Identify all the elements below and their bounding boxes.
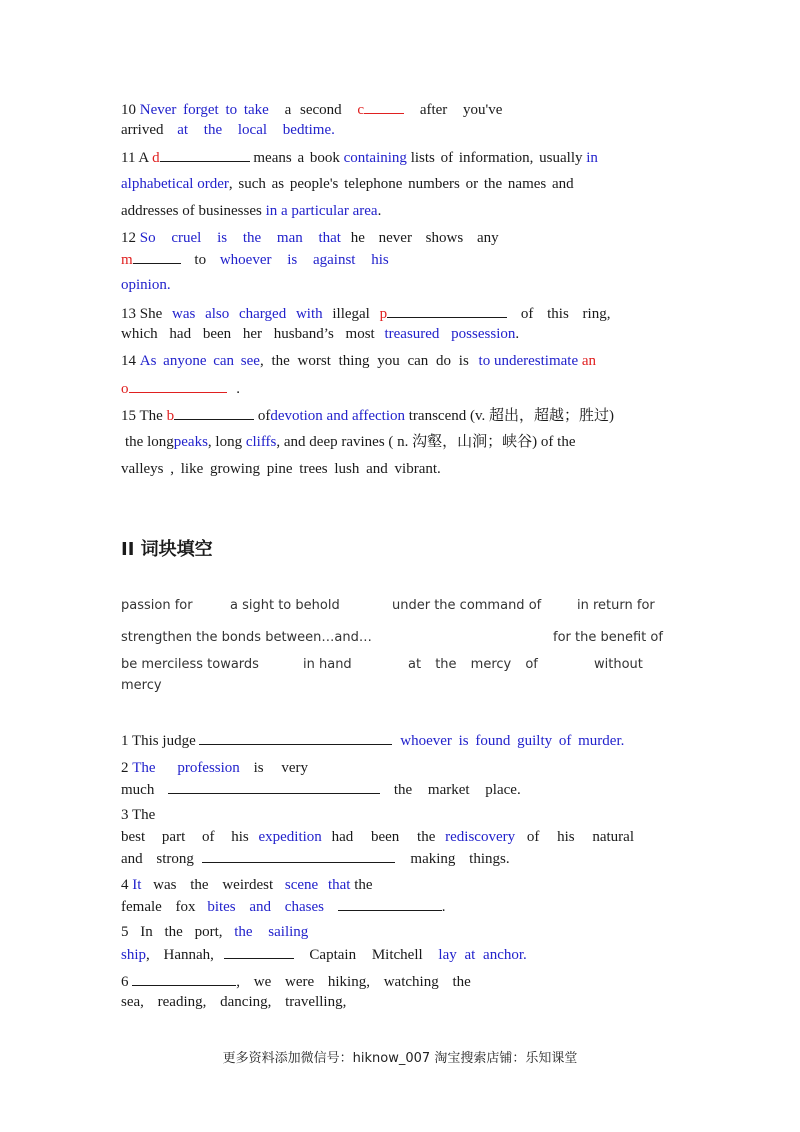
blank[interactable]: [133, 249, 181, 264]
phrase: at the mercy of: [408, 657, 538, 672]
phrase: be merciless towards: [121, 657, 259, 672]
phrase: a sight to behold: [230, 598, 340, 613]
question-12-line3: opinion.: [121, 277, 171, 293]
question-b4-line1: 4 It was the weirdest scene that the: [121, 877, 373, 893]
blank[interactable]: [224, 944, 294, 959]
question-b3-line1: 3 The: [121, 807, 156, 823]
phrase: for the benefit of: [553, 630, 663, 645]
footer-note: 更多资料添加微信号：hiknow_007 淘宝搜索店铺：乐知课堂: [222, 1051, 578, 1066]
blank[interactable]: [338, 896, 442, 911]
question-11-line3: addresses of businesses in a particular area.: [121, 203, 382, 219]
blank[interactable]: [129, 378, 227, 393]
question-12-line2: m to whoever is against his: [121, 249, 389, 270]
question-14-line1: 14 As anyone can see, the worst thing you can do is to underestimate an: [121, 353, 597, 369]
blank[interactable]: [168, 779, 380, 794]
question-15-line1: 15 The b ofdevotion and affection transcend (v. 超出，超越；胜过): [121, 405, 614, 426]
question-12-line1: 12 So cruel is the man that he never shows any: [121, 230, 499, 246]
question-15-line3: valleys , like growing pine trees lush and vibrant.: [121, 461, 441, 477]
question-b6-line2: sea, reading, dancing, travelling,: [121, 994, 347, 1010]
question-b5-line2: ship, Hannah, Captain Mitchell lay at anchor.: [121, 944, 527, 965]
phrase: without: [594, 657, 643, 672]
phrase: mercy: [121, 678, 162, 693]
blank[interactable]: [132, 971, 236, 986]
question-b2-line2: much the market place.: [121, 779, 521, 800]
blank[interactable]: [387, 303, 507, 318]
question-10-line2: arrived at the local bedtime.: [121, 122, 335, 138]
question-b3-line2: best part of his expedition had been the rediscovery of his natural: [121, 829, 634, 845]
phrase: strengthen the bonds between…and…: [121, 630, 372, 645]
blank[interactable]: [202, 848, 395, 863]
question-10-line1: 10 Never forget to take a second c after you've: [121, 99, 502, 120]
question-13-line1: 13 She was also charged with illegal p of this ring,: [121, 303, 610, 324]
section-title: II 词块填空: [121, 539, 213, 560]
phrase: passion for: [121, 598, 193, 613]
question-b1-line1: 1 This judge whoever is found guilty of murder.: [121, 730, 624, 751]
question-14-line2: o .: [121, 378, 240, 399]
blank[interactable]: [199, 730, 392, 745]
question-11-line1: 11 A d means a book containing lists of information, usually in: [121, 147, 598, 168]
question-b5-line1: 5 In the port, the sailing: [121, 924, 309, 940]
phrase: in return for: [577, 598, 655, 613]
question-15-line2: the longpeaks, long cliffs, and deep ravines ( n. 沟壑，山涧；峡谷) of the: [125, 434, 576, 450]
blank[interactable]: [160, 147, 250, 162]
question-b6-line1: 6 , we were hiking, watching the: [121, 971, 471, 992]
question-11-line2: alphabetical order, such as people's telephone numbers or the names and: [121, 176, 574, 192]
blank[interactable]: [364, 99, 404, 114]
blank[interactable]: [174, 405, 254, 420]
question-13-line2: which had been her husband’s most treasured possession.: [121, 326, 520, 342]
question-b2-line1: 2 The profession is very: [121, 760, 308, 776]
phrase: under the command of: [392, 598, 542, 613]
phrase: in hand: [303, 657, 352, 672]
question-b3-line3: and strong making things.: [121, 848, 510, 869]
question-b4-line2: female fox bites and chases .: [121, 896, 445, 917]
